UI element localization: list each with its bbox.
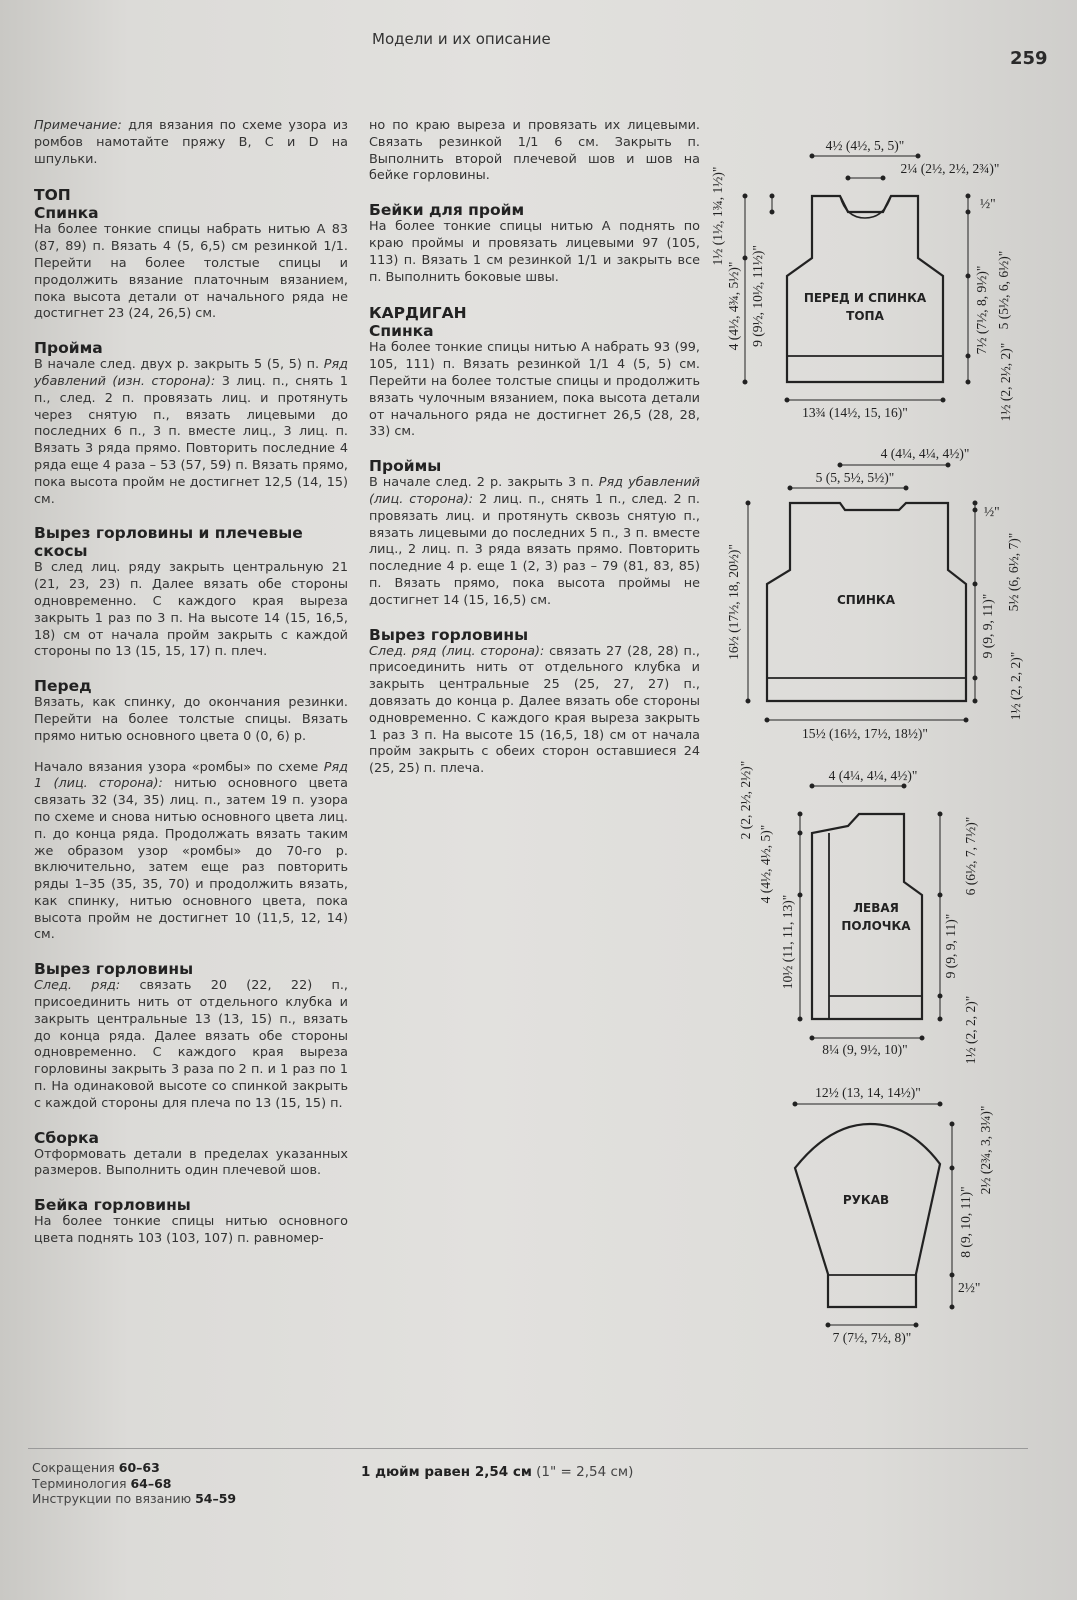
top-dim-right-d: 1½ (2, 2½, 2)"	[998, 342, 1013, 422]
page-number: 259	[1010, 48, 1048, 69]
neck-text: связать 20 (22, 22) п., присоединить нить от отдельного клубка и закрыть центральные 13 (13, 15) п., вязать до конца ряда. Далее вязать обе стороны одновременно. С каждого края выреза горловины закрыть 3 раза по 2 п. и 1 раз по 1 п. На одинаковой высоте со спинкой закрыть с каждой стороны для плеча по 13 (15, 15) п.	[34, 978, 348, 1111]
instr-pages: 54–59	[195, 1491, 237, 1506]
footer-rule	[28, 1448, 1028, 1449]
subheading-armhole: Пройма	[34, 339, 103, 358]
armband-paragraph: На более тонкие спицы нитью A поднять по краю проймы и провязать лицевыми 97 (105, 113) п. Вязать 1 см резинкой 1/1 и закрыть все п. Выполнить боковые швы.	[369, 219, 700, 285]
footer-instructions	[32, 1491, 236, 1507]
left-front-dim-left-c: 10½ (11, 11, 13)"	[780, 894, 795, 990]
top-dim-right-b: 5 (5½, 6, 6½)"	[996, 250, 1011, 330]
note-paragraph	[34, 118, 348, 168]
left-front-label-line2: ПОЛОЧКА	[841, 919, 911, 933]
term-pages: 64–68	[130, 1475, 172, 1491]
subheading-neckband: Бейка горловины	[34, 1196, 191, 1215]
sleeve-dim-right-a: 2½ (2¾, 3, 3¼)"	[978, 1105, 993, 1195]
neck-shoulder-paragraph: В след лиц. ряду закрыть центральную 21 (21, 23, 23) п. Далее вязать обе стороны одновременно. С каждого края выреза закрыть 1 раз по 3 п. На высоте 14 (15, 16,5, 18) см от начала пройм закрыть с каждой стороны по 13 (15, 15, 17) п. плеч.	[34, 560, 348, 660]
sleeve-dim-top: 12½ (13, 14, 14½)"	[815, 1085, 921, 1100]
inch-note: (1" = 2,54 см)	[531, 1464, 634, 1480]
left-front-dim-bottom: 8¼ (9, 9½, 10)"	[822, 1042, 908, 1057]
sleeve-outline	[795, 1124, 940, 1307]
diamond-row-label: Ряд 1 (лиц. сторона):	[34, 759, 348, 792]
top-dim-left-c: 9 (9½, 10½, 11½)"	[750, 245, 765, 347]
carm-row-label: Ряд убавлений (лиц. сторона):	[369, 475, 700, 507]
back-dim-top-b: 5 (5, 5½, 5½)"	[815, 470, 895, 485]
armhole-text-b: 3 лиц. п., снять 1 п., след. 2 п. провязать лиц. и протянуть через снятую п., вязать лицевыми до последних 6 п., 3 п. вместе лиц., 3 лиц. п. Вязать 3 ряда прямо. Повторить последние 4 ряда еще 4 раза – 53 (57, 59) п. Вязать прямо, пока высота пройм не достигнет 12,5 (14, 15) см.	[34, 373, 348, 507]
diamond-text-b: нитью основного цвета связать 32 (34, 35) лиц. п., затем 19 п. узора по схеме и снова нитью основного цвета лиц. п. до конца ряда. Продолжать вязать таким же образом узор «ромбы» до 70-го р. включительно, затем еще раз повторить ряды 1–35 (35, 35, 70) и продолжить вязать, как спинку, нитью основного цвета, пока высота пройм не достигнет 10 (11,5, 12, 14) см.	[34, 776, 348, 943]
note-text: для вязания по схеме узора из ромбов намотайте пряжу B, C и D на шпульки.	[34, 118, 348, 167]
cneck-row-label: След. ряд (лиц. сторона):	[369, 643, 545, 659]
top-dim-right-a: ½"	[980, 196, 996, 211]
back-dim-right-c: 9 (9, 9, 11)"	[980, 593, 995, 659]
footer-references	[32, 1460, 236, 1507]
abbr-pages: 60–63	[118, 1460, 160, 1475]
back-dim-right-d: 1½ (2, 2, 2)"	[1008, 651, 1023, 721]
subheading-neck-shoulder: Вырез горловины и плечевые скосы	[34, 524, 303, 561]
sleeve-schematic	[795, 1124, 940, 1307]
carm-text-b: 2 лиц. п., снять 1 п., след. 2 п. провязать лиц. и протянуть сквозь снятую п., вязать лицевыми до последних 5 п., 3 п. вместе лиц., 2 лиц. п. 3 ряда вязать прямо. Повторить последние 4 р. еще 1 (2, 3) раз – 79 (81, 83, 85) п. Вязать прямо, пока высота проймы не достигнет 14 (15, 16,5) см.	[369, 491, 700, 608]
continued-paragraph: но по краю выреза и провязать их лицевыми. Связать резинкой 1/1 6 см. Закрыть п. Выполнить второй плечевой шов и шов на бейке горловины.	[369, 118, 700, 184]
diamond-text-a: Начало вязания узора «ромбы» по схеме	[34, 759, 324, 775]
left-front-schematic	[812, 814, 922, 1019]
top-dim-top: 4½ (4½, 5, 5)"	[825, 138, 905, 153]
running-header: Модели и их описание	[372, 30, 551, 48]
term-label: Терминология	[32, 1475, 131, 1491]
top-dim-left-b: 4 (4½, 4¾, 5½)"	[726, 261, 741, 351]
left-front-label-line1: ЛЕВАЯ	[853, 901, 899, 915]
subheading-front: Перед	[34, 677, 92, 696]
left-front-dim-right-b: 9 (9, 9, 11)"	[943, 913, 958, 979]
neck-paragraph	[34, 978, 348, 1112]
armhole-text-a: В начале след. двух р. закрыть 5 (5, 5) п.	[34, 357, 324, 373]
back-dim-top-a: 4 (4¼, 4¼, 4½)"	[880, 446, 970, 461]
back-paragraph: На более тонкие спицы набрать нитью A 83 (87, 89) п. Вязать 4 (5, 6,5) см резинкой 1/1. Перейти на более толстые спицы и продолжить вязание платочным вязанием, пока высота детали от начального ряда не достигнет 23 (24, 26,5) см.	[34, 222, 348, 322]
footer-inch-note	[361, 1465, 633, 1481]
subheading-assembly: Сборка	[34, 1128, 99, 1147]
cneck-text: связать 27 (28, 28) п., присоединить нить от отдельного клубка и закрыть центральные 25 (25, 27, 27) п., довязать до конца р. Далее вязать обе стороны одновременно. С каждого края выреза закрыть 1 раз 3 п. На высоте 15 (16,5, 18) см от начала пройм закрыть с обеих сторон оставшиеся 24 (25, 25) п. плеча.	[369, 643, 700, 777]
cardigan-neck-paragraph	[369, 644, 700, 778]
top-dim-bottom: 13¾ (14½, 15, 16)"	[802, 405, 908, 420]
sleeve-label: РУКАВ	[842, 1193, 890, 1207]
subheading-cardigan-armholes: Проймы	[369, 457, 442, 476]
top-neck-curve	[840, 196, 891, 218]
left-front-dim-left-b: 4 (4½, 4½, 5)"	[758, 824, 773, 904]
inch-bold: 1 дюйм равен 2,54 см	[361, 1464, 532, 1480]
abbr-label: Сокращения	[32, 1460, 119, 1475]
instr-label: Инструкции по вязанию	[32, 1491, 196, 1506]
sleeve-dim-right-c: 2½"	[958, 1280, 981, 1295]
diamond-paragraph	[34, 760, 348, 945]
front-paragraph: Вязать, как спинку, до окончания резинки. Перейти на более толстые спицы. Вязать прямо нитью основного цвета 0 (0, 6) р.	[34, 695, 348, 744]
left-front-dim-left-a: 2 (2, 2½, 2½)"	[738, 760, 753, 840]
right-text-column	[369, 118, 700, 778]
subheading-cardigan-neck: Вырез горловины	[369, 625, 529, 644]
footer-abbr	[32, 1460, 236, 1476]
sleeve-dim-bottom: 7 (7½, 7½, 8)"	[832, 1330, 912, 1345]
left-front-dim-right-a: 6 (6½, 7, 7½)"	[963, 816, 978, 896]
top-outline	[787, 196, 943, 382]
subheading-neck: Вырез горловины	[34, 960, 194, 979]
back-label: СПИНКА	[836, 593, 896, 607]
footer-terms	[32, 1476, 236, 1492]
top-label-line2: ТОПА	[846, 309, 884, 323]
assembly-paragraph: Отформовать детали в пределах указанных размеров. Выполнить один плечевой шов.	[34, 1146, 348, 1179]
neck-row-label: След. ряд:	[34, 978, 121, 994]
carm-text-a: В начале след. 2 р. закрыть 3 п.	[369, 475, 599, 491]
section-heading-cardigan: КАРДИГАН	[369, 304, 467, 323]
back-dim-left: 16½ (17½, 18, 20½)"	[726, 544, 741, 660]
note-label: Примечание:	[34, 118, 122, 133]
back-dim-right-a: ½"	[984, 504, 1000, 519]
top-dim-neck: 2¼ (2½, 2½, 2¾)"	[900, 161, 1000, 176]
left-text-column	[34, 118, 348, 1248]
back-dim-bottom: 15½ (16½, 17½, 18½)"	[802, 726, 928, 741]
subheading-cardigan-back: Спинка	[369, 322, 434, 341]
left-front-dim-top: 4 (4¼, 4¼, 4½)"	[828, 768, 918, 783]
neckband-paragraph: На более тонкие спицы нитью основного цвета поднять 103 (103, 107) п. равномер-	[34, 1214, 348, 1247]
left-front-dim-right-c: 1½ (2, 2, 2)"	[963, 995, 978, 1065]
cardigan-armhole-paragraph	[369, 475, 700, 609]
top-schematic	[787, 196, 943, 382]
back-dim-right-b: 5½ (6, 6½, 7)"	[1006, 532, 1021, 612]
subheading-back: Спинка	[34, 204, 99, 223]
top-dim-left-a: 1½ (1½, 1¾, 1½)"	[710, 166, 725, 266]
armhole-paragraph	[34, 357, 348, 508]
section-heading-top: ТОП	[34, 186, 71, 205]
armhole-row-label: Ряд убавлений (изн. сторона):	[34, 357, 348, 389]
subheading-armbands: Бейки для пройм	[369, 201, 525, 220]
cardigan-back-paragraph: На более тонкие спицы нитью A набрать 93 (99, 105, 111) п. Вязать резинкой 1/1 4 (5, 5) см. Перейти на более толстые спицы и продолжить вязать чулочным вязанием, пока высота детали от начального ряда не достигнет 26,5 (28, 28, 33) см.	[369, 340, 700, 440]
schematics	[700, 120, 1070, 1350]
sleeve-dim-right-b: 8 (9, 10, 11)"	[958, 1186, 973, 1258]
top-dim-right-c: 7½ (7½, 8, 9½)"	[974, 265, 989, 355]
top-label-line1: ПЕРЕД И СПИНКА	[803, 291, 927, 305]
